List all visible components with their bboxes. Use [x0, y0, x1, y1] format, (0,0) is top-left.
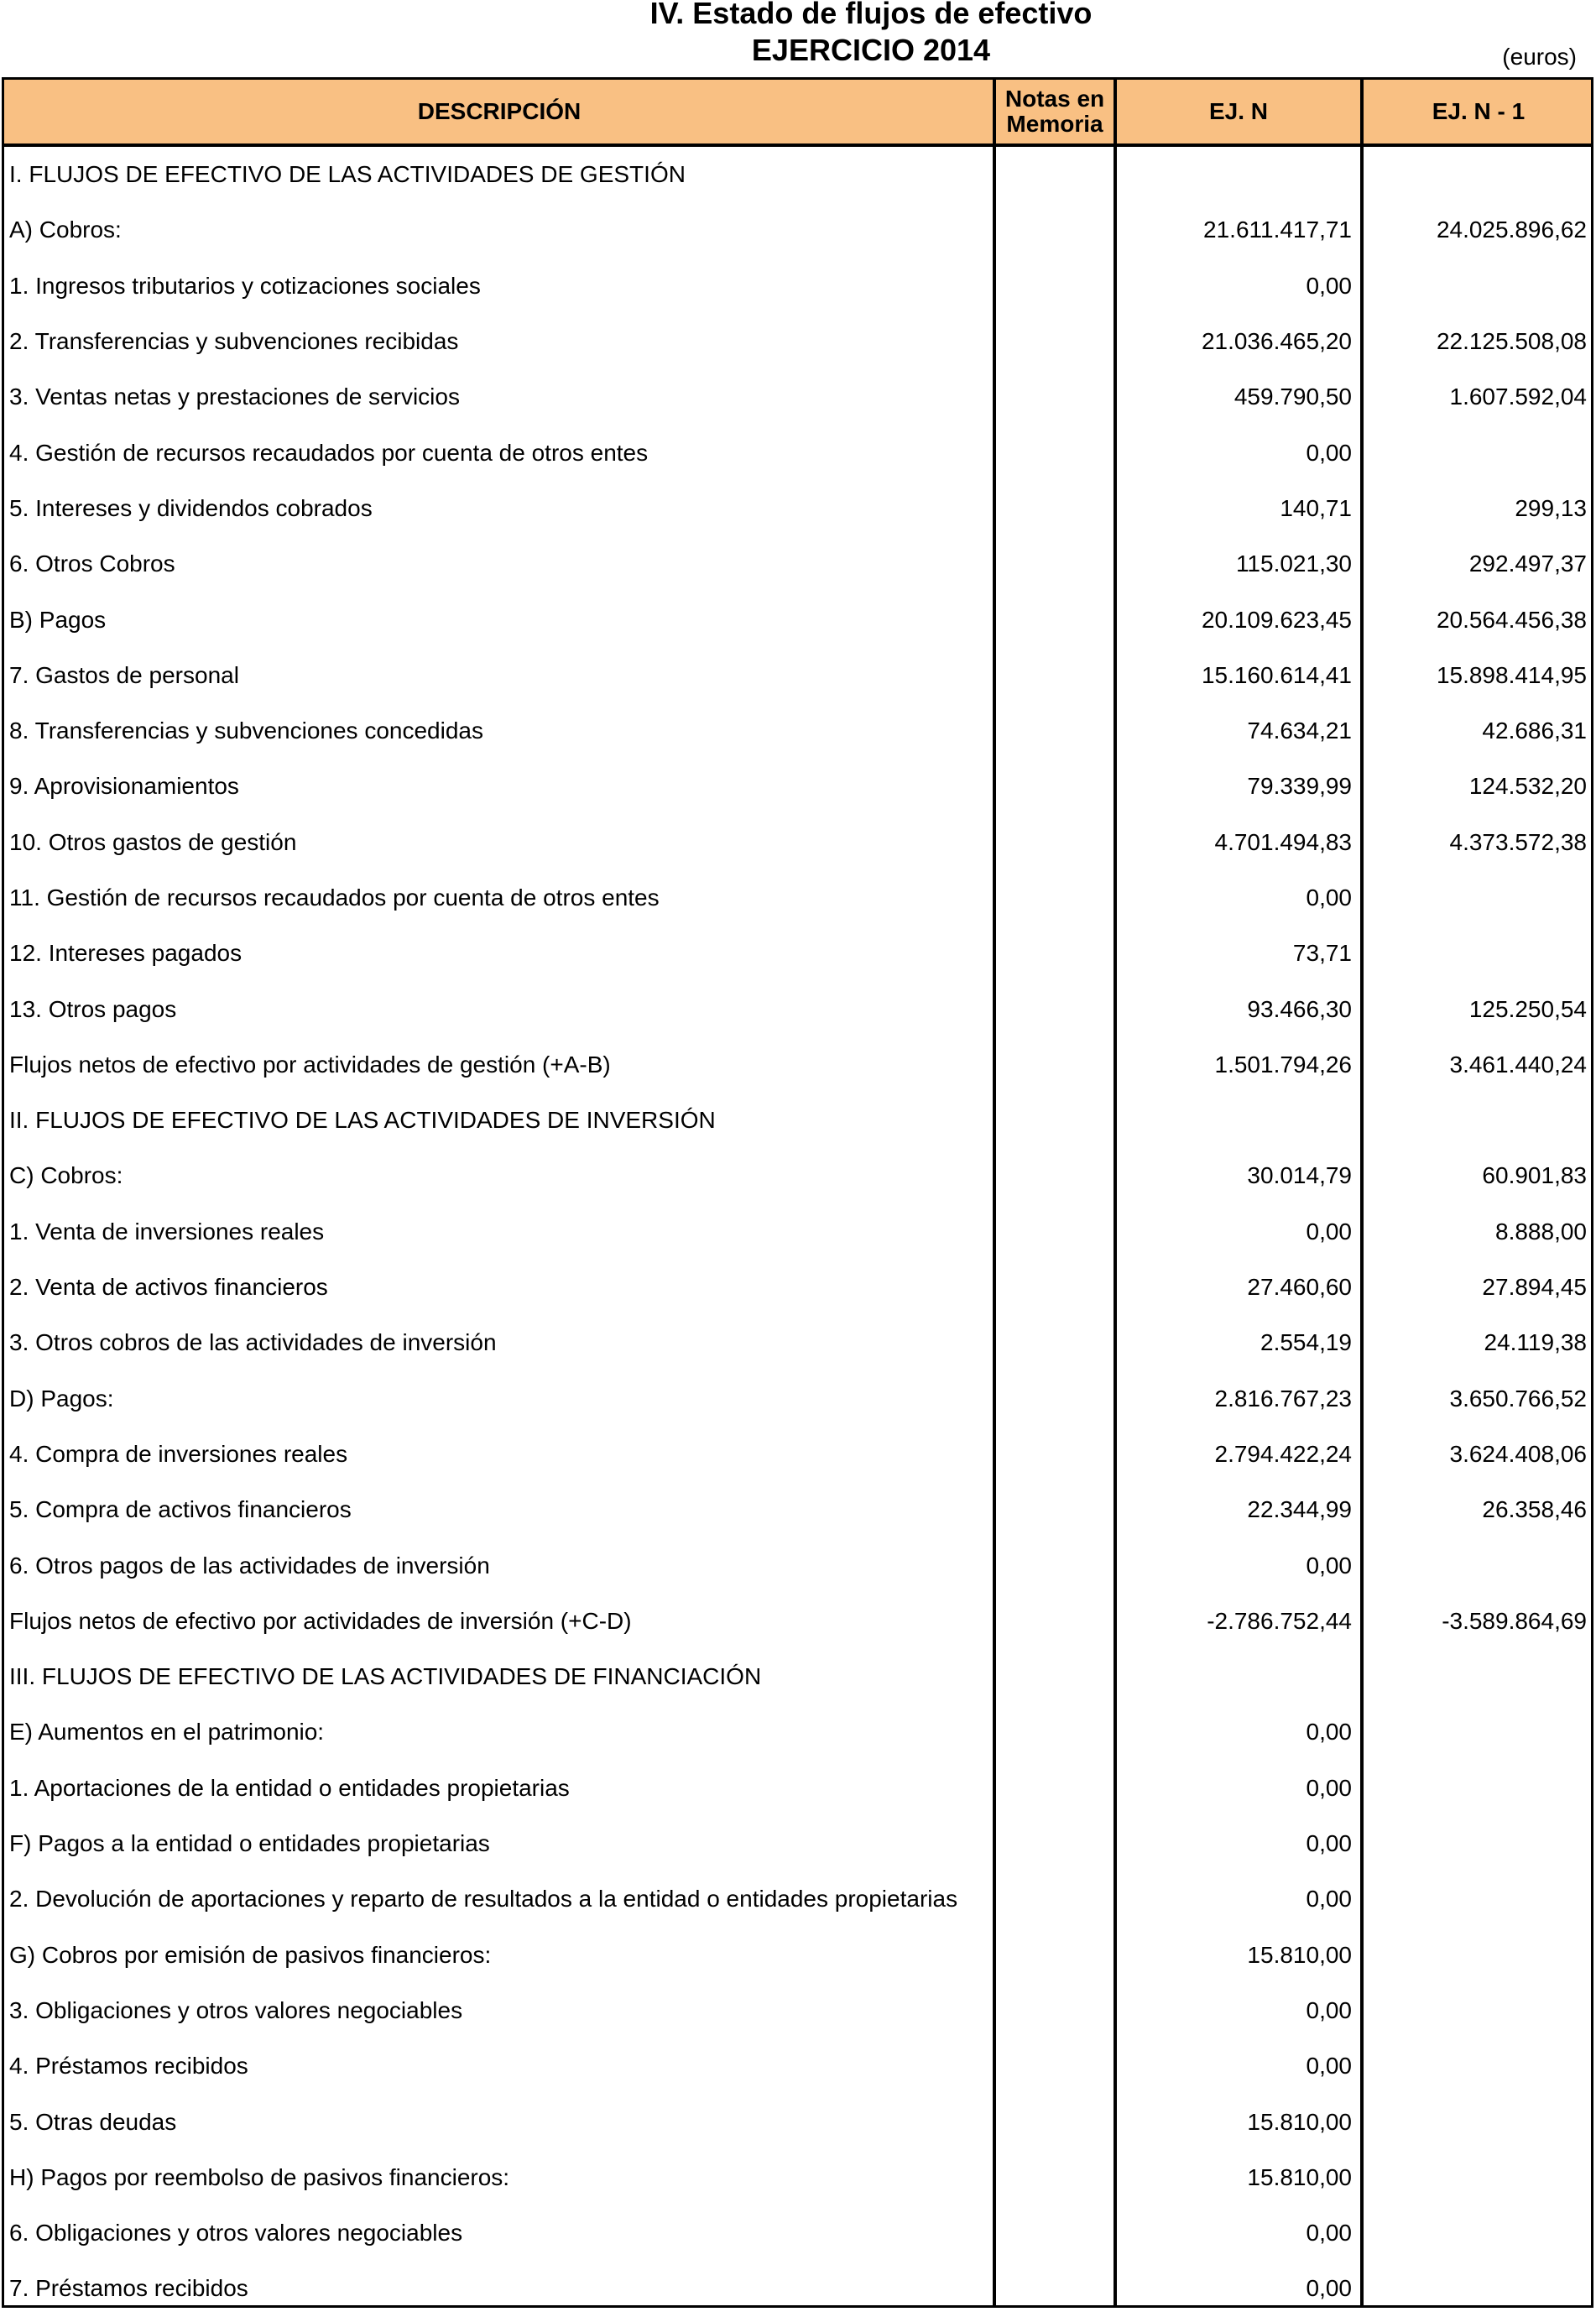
report-subtitle: EJERCICIO 2014 [751, 33, 991, 67]
row-description: 7. Préstamos recibidos [9, 2275, 248, 2302]
table-row [4, 648, 1591, 703]
row-value-n: 21.036.465,20 [1201, 328, 1352, 355]
row-value-n1: 8.888,00 [1495, 1218, 1587, 1245]
table-row [4, 2205, 1591, 2261]
row-value-n1 [1364, 1537, 1587, 1593]
header-notes [996, 80, 1114, 144]
row-value-n1: 15.898.414,95 [1436, 661, 1587, 688]
row-value-n1: 27.894,45 [1482, 1274, 1587, 1301]
row-value-n1: 125.250,54 [1468, 995, 1587, 1022]
table-row [4, 1704, 1591, 1760]
table-row [4, 759, 1591, 814]
row-description: 1. Aportaciones de la entidad o entidades propietarias [9, 1774, 570, 1801]
table-row [4, 2150, 1591, 2205]
row-description: 5. Compra de activos financieros [9, 1496, 352, 1523]
table-row [4, 1761, 1591, 1816]
row-value-n: 20.109.623,45 [1201, 606, 1352, 633]
table-row [4, 202, 1591, 258]
row-description: III. FLUJOS DE EFECTIVO DE LAS ACTIVIDADES DE FINANCIACIÓN [9, 1663, 762, 1690]
row-value-n1 [1364, 147, 1587, 202]
row-value-n1 [1364, 2094, 1587, 2149]
table-row [4, 2038, 1591, 2094]
row-description: 5. Otras deudas [9, 2108, 177, 2135]
table-row [4, 815, 1591, 870]
row-value-n1: 4.373.572,38 [1449, 828, 1587, 855]
row-value-n: 15.810,00 [1247, 1941, 1352, 1968]
row-value-n: 74.634,21 [1247, 718, 1352, 744]
row-description: 6. Otros Cobros [9, 551, 175, 577]
row-value-n1: 3.650.766,52 [1449, 1385, 1587, 1412]
row-description: A) Cobros: [9, 217, 122, 243]
row-description: B) Pagos [9, 606, 107, 633]
row-value-n: 140,71 [1280, 494, 1352, 521]
row-value-n1 [1364, 425, 1587, 480]
table-row [4, 481, 1591, 536]
row-description: 10. Otros gastos de gestión [9, 828, 297, 855]
table-row [4, 1315, 1591, 1370]
row-value-n1 [1364, 1816, 1587, 1871]
row-value-n: 0,00 [1306, 1774, 1352, 1801]
row-value-n: 0,00 [1306, 1830, 1352, 1857]
header-description: DESCRIPCIÓN [417, 98, 582, 124]
table-row [4, 1871, 1591, 1927]
header-notes-line1: Notas en [1004, 86, 1105, 112]
table-row [4, 592, 1591, 647]
table-row [4, 926, 1591, 981]
row-description: Flujos netos de efectivo por actividades de inversión (+C-D) [9, 1607, 632, 1634]
row-description: 11. Gestión de recursos recaudados por cuenta de otros entes [9, 885, 660, 911]
row-value-n: 30.014,79 [1247, 1162, 1352, 1189]
table-row [4, 1482, 1591, 1537]
row-value-n1 [1364, 1761, 1587, 1816]
row-value-n: 0,00 [1306, 885, 1352, 911]
row-value-n1 [1364, 1871, 1587, 1927]
row-value-n: 0,00 [1306, 2275, 1352, 2302]
row-description: 6. Obligaciones y otros valores negociables [9, 2220, 463, 2247]
table-row [4, 258, 1591, 314]
table-row [4, 536, 1591, 592]
row-value-n1: 42.686,31 [1482, 718, 1587, 744]
table-row [4, 314, 1591, 369]
row-value-n: 0,00 [1306, 1552, 1352, 1579]
row-value-n [1117, 1649, 1352, 1704]
row-value-n: 0,00 [1306, 1719, 1352, 1746]
table-row [4, 1148, 1591, 1203]
row-value-n: 15.810,00 [1247, 2108, 1352, 2135]
table-row [4, 2261, 1591, 2316]
row-value-n: 15.160.614,41 [1201, 661, 1352, 688]
row-value-n: 21.611.417,71 [1203, 217, 1352, 243]
table-row [4, 1983, 1591, 2038]
row-value-n: -2.786.752,44 [1207, 1607, 1352, 1634]
table-row [4, 1427, 1591, 1482]
row-value-n1: 20.564.456,38 [1436, 606, 1587, 633]
row-value-n: 15.810,00 [1247, 2163, 1352, 2190]
row-description: 2. Venta de activos financieros [9, 1274, 328, 1301]
row-value-n: 22.344,99 [1247, 1496, 1352, 1523]
row-value-n1 [1364, 2261, 1587, 2316]
row-value-n: 4.701.494,83 [1214, 828, 1352, 855]
table-row [4, 1260, 1591, 1315]
row-value-n: 0,00 [1306, 1218, 1352, 1245]
row-description: 1. Venta de inversiones reales [9, 1218, 325, 1245]
table-row [4, 147, 1591, 202]
row-value-n1 [1364, 1983, 1587, 2038]
row-value-n1: 124.532,20 [1468, 773, 1587, 800]
table-row [4, 369, 1591, 425]
row-description: 8. Transferencias y subvenciones concedidas [9, 718, 483, 744]
row-value-n1: 1.607.592,04 [1449, 384, 1587, 410]
row-value-n: 0,00 [1306, 439, 1352, 466]
table-row [4, 1594, 1591, 1649]
row-value-n: 73,71 [1292, 940, 1352, 967]
table-row [4, 981, 1591, 1036]
row-value-n1 [1364, 2038, 1587, 2094]
table-row [4, 1537, 1591, 1593]
row-description: 3. Obligaciones y otros valores negociables [9, 1996, 463, 2023]
row-value-n1 [1364, 258, 1587, 314]
row-value-n1: 22.125.508,08 [1436, 328, 1587, 355]
row-value-n1: 292.497,37 [1468, 551, 1587, 577]
row-value-n: 1.501.794,26 [1214, 1051, 1352, 1078]
units-label: (euros) [1502, 44, 1577, 70]
row-description: 9. Aprovisionamientos [9, 773, 239, 800]
table-row [4, 870, 1591, 926]
row-value-n: 93.466,30 [1247, 995, 1352, 1022]
row-value-n: 2.816.767,23 [1214, 1385, 1352, 1412]
table-body [4, 147, 1591, 2317]
row-value-n1: 26.358,46 [1482, 1496, 1587, 1523]
header-year-n1: EJ. N - 1 [1432, 98, 1526, 124]
report-title: IV. Estado de flujos de efectivo [649, 0, 1093, 30]
row-value-n1: 24.119,38 [1484, 1329, 1587, 1356]
row-description: I. FLUJOS DE EFECTIVO DE LAS ACTIVIDADES DE GESTIÓN [9, 161, 686, 188]
row-value-n: 459.790,50 [1234, 384, 1352, 410]
table-row [4, 1204, 1591, 1260]
table-row [4, 1816, 1591, 1871]
row-description: II. FLUJOS DE EFECTIVO DE LAS ACTIVIDADES DE INVERSIÓN [9, 1107, 716, 1134]
row-value-n: 0,00 [1306, 2053, 1352, 2080]
row-description: C) Cobros: [9, 1162, 123, 1189]
row-value-n1: 60.901,83 [1482, 1162, 1587, 1189]
row-description: D) Pagos: [9, 1385, 114, 1412]
table-row [4, 1037, 1591, 1093]
row-description: F) Pagos a la entidad o entidades propietarias [9, 1830, 490, 1857]
row-description: 4. Gestión de recursos recaudados por cuenta de otros entes [9, 439, 649, 466]
row-description: 1. Ingresos tributarios y cotizaciones sociales [9, 272, 481, 299]
row-description: 2. Devolución de aportaciones y reparto de resultados a la entidad o entidades propietarias [9, 1886, 958, 1913]
row-value-n1: 24.025.896,62 [1436, 217, 1587, 243]
row-description: H) Pagos por reembolso de pasivos financieros: [9, 2163, 510, 2190]
table-row [4, 703, 1591, 759]
row-value-n1 [1364, 1928, 1587, 1983]
row-value-n [1117, 147, 1352, 202]
row-value-n1: 299,13 [1515, 494, 1587, 521]
row-value-n: 0,00 [1306, 1996, 1352, 2023]
row-value-n: 2.794.422,24 [1214, 1440, 1352, 1467]
row-description: 5. Intereses y dividendos cobrados [9, 494, 373, 521]
row-value-n: 79.339,99 [1247, 773, 1352, 800]
row-value-n1: 3.624.408,06 [1449, 1440, 1587, 1467]
row-description: E) Aumentos en el patrimonio: [9, 1719, 325, 1746]
row-value-n1 [1364, 1649, 1587, 1704]
table-header [4, 80, 1591, 147]
row-value-n1 [1364, 1704, 1587, 1760]
cash-flow-table [2, 77, 1593, 2308]
row-value-n: 0,00 [1306, 2220, 1352, 2247]
row-value-n: 115.021,30 [1235, 551, 1352, 577]
row-value-n1 [1364, 926, 1587, 981]
row-description: 3. Otros cobros de las actividades de inversión [9, 1329, 497, 1356]
table-row [4, 2094, 1591, 2149]
row-value-n1: -3.589.864,69 [1442, 1607, 1587, 1634]
row-description: 12. Intereses pagados [9, 940, 243, 967]
row-value-n: 0,00 [1306, 1886, 1352, 1913]
table-row [4, 1093, 1591, 1148]
row-value-n [1117, 1093, 1352, 1148]
row-description: 6. Otros pagos de las actividades de inversión [9, 1552, 490, 1579]
table-row [4, 1371, 1591, 1427]
row-description: Flujos netos de efectivo por actividades de gestión (+A-B) [9, 1051, 611, 1078]
header-year-n: EJ. N [1208, 98, 1269, 124]
table-row [4, 1649, 1591, 1704]
row-description: 13. Otros pagos [9, 995, 177, 1022]
row-value-n: 2.554,19 [1260, 1329, 1352, 1356]
row-value-n: 0,00 [1306, 272, 1352, 299]
row-value-n1: 3.461.440,24 [1449, 1051, 1587, 1078]
row-value-n1 [1364, 870, 1587, 926]
row-description: 7. Gastos de personal [9, 661, 239, 688]
row-value-n1 [1364, 2150, 1587, 2205]
row-description: G) Cobros por emisión de pasivos financieros: [9, 1941, 492, 1968]
row-value-n: 27.460,60 [1247, 1274, 1352, 1301]
table-row [4, 1928, 1591, 1983]
row-description: 4. Compra de inversiones reales [9, 1440, 348, 1467]
row-description: 2. Transferencias y subvenciones recibidas [9, 328, 459, 355]
row-value-n1 [1364, 1093, 1587, 1148]
header-notes-line2: Memoria [1006, 111, 1103, 137]
row-value-n1 [1364, 2205, 1587, 2261]
table-row [4, 425, 1591, 480]
row-description: 4. Préstamos recibidos [9, 2053, 248, 2080]
row-description: 3. Ventas netas y prestaciones de servicios [9, 384, 460, 410]
